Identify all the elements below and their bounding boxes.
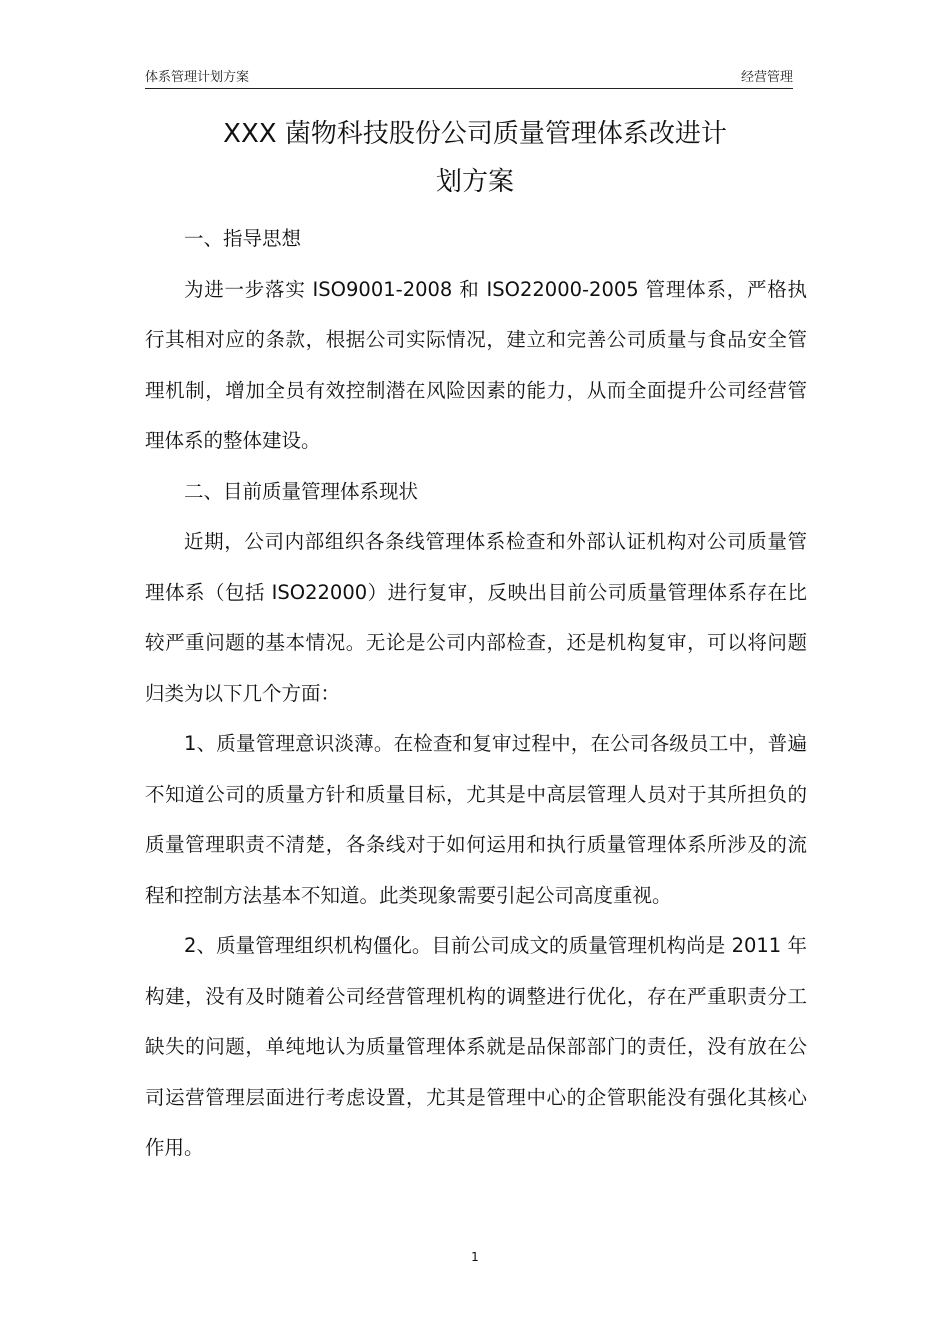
page-number: 1 (471, 1250, 479, 1264)
header-left-text: 体系管理计划方案 (145, 70, 250, 85)
document-body (145, 214, 807, 1174)
title-line-1: XXX 菌物科技股份公司质量管理体系改进计 (223, 119, 727, 149)
section-2-heading: 二、目前质量管理体系现状 (184, 479, 419, 503)
page-header (145, 70, 793, 89)
section-1-heading: 一、指导思想 (184, 227, 302, 250)
section-1-paragraph: 为进一步落实 ISO9001-2008 和 ISO22000-2005 管理体系，严格执行其相对应的条款，根据公司实际情况，建立和完善公司质量与食品安全管理机制，增加全员有效控制潜在风险因素的能力，从而全面提升公司经营管理体系的整体建设。 (145, 277, 807, 452)
title-line-2: 划方案 (435, 167, 514, 197)
issue-item-1: 1、质量管理意识淡薄。在检查和复审过程中，在公司各级员工中，普遍不知道公司的质量方针和质量目标，尤其是中高层管理人员对于其所担负的质量管理职责不清楚，各条线对于如何运用和执行质量管理体系所涉及的流程和控制方法基本不知道。此类现象需要引起公司高度重视。 (145, 732, 807, 907)
issue-item-2: 2、质量管理组织机构僵化。目前公司成文的质量管理机构尚是 2011 年构建，没有及时随着公司经营管理机构的调整进行优化，存在严重职责分工缺失的问题，单纯地认为质量管理体系就是品保部部门的责任，没有放在公司运营管理层面进行考虑设置，尤其是管理中心的企管职能没有强化其核心作用。 (145, 934, 807, 1159)
document-title (145, 110, 805, 206)
header-right-text: 经营管理 (740, 70, 793, 85)
section-2-paragraph: 近期，公司内部组织各条线管理体系检查和外部认证机构对公司质量管理体系（包括 ISO22000）进行复审，反映出目前公司质量管理体系存在比较严重问题的基本情况。无论是公司内部检查，还是机构复审，可以将问题归类为以下几个方面： (145, 530, 807, 705)
